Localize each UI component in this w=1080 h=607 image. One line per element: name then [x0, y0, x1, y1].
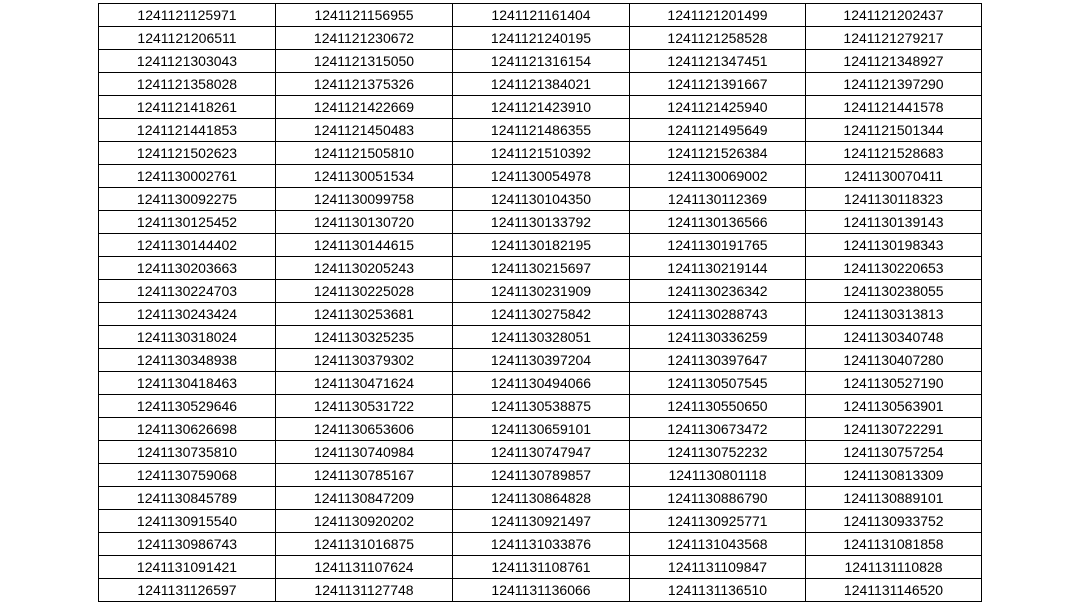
- table-cell: 1241130348938: [99, 349, 276, 372]
- table-cell: 1241130752232: [630, 441, 806, 464]
- table-cell: 1241130215697: [453, 257, 630, 280]
- table-cell: 1241130986743: [99, 533, 276, 556]
- table-cell: 1241130219144: [630, 257, 806, 280]
- table-cell: 1241130845789: [99, 487, 276, 510]
- table-cell: 1241121156955: [276, 4, 453, 27]
- table-cell: 1241130313813: [806, 303, 982, 326]
- table-cell: 1241121279217: [806, 27, 982, 50]
- table-cell: 1241130925771: [630, 510, 806, 533]
- table-row: [99, 96, 982, 119]
- table-cell: 1241121441853: [99, 119, 276, 142]
- table-cell: 1241131043568: [630, 533, 806, 556]
- table-row: [99, 4, 982, 27]
- table-cell: 1241130099758: [276, 188, 453, 211]
- table-cell: 1241130813309: [806, 464, 982, 487]
- table-cell: 1241121348927: [806, 50, 982, 73]
- table-cell: 1241130864828: [453, 487, 630, 510]
- table-row: [99, 257, 982, 280]
- table-cell: 1241121423910: [453, 96, 630, 119]
- table-cell: 1241130889101: [806, 487, 982, 510]
- table-cell: 1241130275842: [453, 303, 630, 326]
- table-cell: 1241130318024: [99, 326, 276, 349]
- table-cell: 1241130673472: [630, 418, 806, 441]
- table-cell: 1241131126597: [99, 579, 276, 602]
- table-cell: 1241130789857: [453, 464, 630, 487]
- table-cell: 1241130340748: [806, 326, 982, 349]
- table-cell: 1241130136566: [630, 211, 806, 234]
- table-cell: 1241130740984: [276, 441, 453, 464]
- table-cell: 1241130328051: [453, 326, 630, 349]
- table-cell: 1241121161404: [453, 4, 630, 27]
- table-cell: 1241130051534: [276, 165, 453, 188]
- table-cell: 1241121202437: [806, 4, 982, 27]
- table-row: [99, 349, 982, 372]
- table-row: [99, 119, 982, 142]
- table-cell: 1241121315050: [276, 50, 453, 73]
- id-number-table: [98, 3, 982, 602]
- table-row: [99, 579, 982, 602]
- table-cell: 1241131081858: [806, 533, 982, 556]
- table-cell: 1241130915540: [99, 510, 276, 533]
- table-cell: 1241130118323: [806, 188, 982, 211]
- table-cell: 1241130253681: [276, 303, 453, 326]
- table-cell: 1241121258528: [630, 27, 806, 50]
- table-cell: 1241130550650: [630, 395, 806, 418]
- table-cell: 1241130224703: [99, 280, 276, 303]
- table-cell: 1241130920202: [276, 510, 453, 533]
- table-row: [99, 73, 982, 96]
- table-cell: 1241121316154: [453, 50, 630, 73]
- table-cell: 1241130531722: [276, 395, 453, 418]
- table-cell: 1241121240195: [453, 27, 630, 50]
- table-cell: 1241121422669: [276, 96, 453, 119]
- table-row: [99, 464, 982, 487]
- table-cell: 1241130092275: [99, 188, 276, 211]
- table-row: [99, 372, 982, 395]
- table-cell: 1241130139143: [806, 211, 982, 234]
- table-cell: 1241130203663: [99, 257, 276, 280]
- table-cell: 1241131110828: [806, 556, 982, 579]
- table-row: [99, 418, 982, 441]
- table-body: [99, 4, 982, 602]
- table-cell: 1241130191765: [630, 234, 806, 257]
- table-cell: 1241121418261: [99, 96, 276, 119]
- table-cell: 1241121347451: [630, 50, 806, 73]
- table-cell: 1241121391667: [630, 73, 806, 96]
- table-cell: 1241130538875: [453, 395, 630, 418]
- table-cell: 1241130288743: [630, 303, 806, 326]
- table-cell: 1241130070411: [806, 165, 982, 188]
- table-cell: 1241130747947: [453, 441, 630, 464]
- table-cell: 1241131146520: [806, 579, 982, 602]
- table-cell: 1241121206511: [99, 27, 276, 50]
- table-row: [99, 165, 982, 188]
- table-row: [99, 234, 982, 257]
- table-cell: 1241130527190: [806, 372, 982, 395]
- table-row: [99, 441, 982, 464]
- table-cell: 1241130054978: [453, 165, 630, 188]
- table-cell: 1241130563901: [806, 395, 982, 418]
- table-cell: 1241130933752: [806, 510, 982, 533]
- table-cell: 1241130236342: [630, 280, 806, 303]
- table-row: [99, 188, 982, 211]
- table-cell: 1241131108761: [453, 556, 630, 579]
- table-cell: 1241130507545: [630, 372, 806, 395]
- table-cell: 1241130722291: [806, 418, 982, 441]
- table-cell: 1241121441578: [806, 96, 982, 119]
- table-cell: 1241130198343: [806, 234, 982, 257]
- table-cell: 1241130921497: [453, 510, 630, 533]
- table-cell: 1241130847209: [276, 487, 453, 510]
- table-cell: 1241130653606: [276, 418, 453, 441]
- table-cell: 1241130225028: [276, 280, 453, 303]
- table-row: [99, 326, 982, 349]
- table-cell: 1241130220653: [806, 257, 982, 280]
- table-row: [99, 556, 982, 579]
- table-cell: 1241121505810: [276, 142, 453, 165]
- table-cell: 1241121425940: [630, 96, 806, 119]
- table-cell: 1241121397290: [806, 73, 982, 96]
- table-cell: 1241130407280: [806, 349, 982, 372]
- table-cell: 1241130243424: [99, 303, 276, 326]
- table-cell: 1241130231909: [453, 280, 630, 303]
- table-cell: 1241130133792: [453, 211, 630, 234]
- table-cell: 1241130144402: [99, 234, 276, 257]
- table-cell: 1241131016875: [276, 533, 453, 556]
- table-cell: 1241130397647: [630, 349, 806, 372]
- table-cell: 1241130757254: [806, 441, 982, 464]
- table-cell: 1241121384021: [453, 73, 630, 96]
- table-cell: 1241130735810: [99, 441, 276, 464]
- table-cell: 1241121486355: [453, 119, 630, 142]
- table-row: [99, 142, 982, 165]
- table-cell: 1241121450483: [276, 119, 453, 142]
- table-row: [99, 487, 982, 510]
- table-cell: 1241130336259: [630, 326, 806, 349]
- table-cell: 1241130002761: [99, 165, 276, 188]
- table-cell: 1241131136066: [453, 579, 630, 602]
- table-cell: 1241131136510: [630, 579, 806, 602]
- table-cell: 1241130801118: [630, 464, 806, 487]
- table-cell: 1241121501344: [806, 119, 982, 142]
- table-cell: 1241131033876: [453, 533, 630, 556]
- table-cell: 1241121495649: [630, 119, 806, 142]
- table-row: [99, 211, 982, 234]
- table-cell: 1241130104350: [453, 188, 630, 211]
- table-cell: 1241121526384: [630, 142, 806, 165]
- table-cell: 1241130325235: [276, 326, 453, 349]
- table-row: [99, 533, 982, 556]
- table-row: [99, 395, 982, 418]
- table-cell: 1241130886790: [630, 487, 806, 510]
- table-cell: 1241130529646: [99, 395, 276, 418]
- table-cell: 1241130471624: [276, 372, 453, 395]
- table-cell: 1241130659101: [453, 418, 630, 441]
- table-row: [99, 280, 982, 303]
- table-cell: 1241130238055: [806, 280, 982, 303]
- table-row: [99, 510, 982, 533]
- table-cell: 1241130759068: [99, 464, 276, 487]
- table-cell: 1241130069002: [630, 165, 806, 188]
- table-cell: 1241121201499: [630, 4, 806, 27]
- table-cell: 1241131107624: [276, 556, 453, 579]
- table-cell: 1241130418463: [99, 372, 276, 395]
- table-cell: 1241121358028: [99, 73, 276, 96]
- table-cell: 1241130125452: [99, 211, 276, 234]
- table-cell: 1241130379302: [276, 349, 453, 372]
- table-cell: 1241121125971: [99, 4, 276, 27]
- table-cell: 1241131091421: [99, 556, 276, 579]
- table-cell: 1241130130720: [276, 211, 453, 234]
- table-cell: 1241121502623: [99, 142, 276, 165]
- table-cell: 1241130785167: [276, 464, 453, 487]
- table-cell: 1241130205243: [276, 257, 453, 280]
- table-cell: 1241121528683: [806, 142, 982, 165]
- table-cell: 1241130112369: [630, 188, 806, 211]
- table-cell: 1241121230672: [276, 27, 453, 50]
- table-cell: 1241130626698: [99, 418, 276, 441]
- table-row: [99, 27, 982, 50]
- table-cell: 1241130397204: [453, 349, 630, 372]
- table-row: [99, 50, 982, 73]
- table-cell: 1241130144615: [276, 234, 453, 257]
- table-cell: 1241130182195: [453, 234, 630, 257]
- table-row: [99, 303, 982, 326]
- table-cell: 1241131109847: [630, 556, 806, 579]
- table-cell: 1241121375326: [276, 73, 453, 96]
- table-cell: 1241130494066: [453, 372, 630, 395]
- table-cell: 1241121303043: [99, 50, 276, 73]
- table-cell: 1241131127748: [276, 579, 453, 602]
- table-cell: 1241121510392: [453, 142, 630, 165]
